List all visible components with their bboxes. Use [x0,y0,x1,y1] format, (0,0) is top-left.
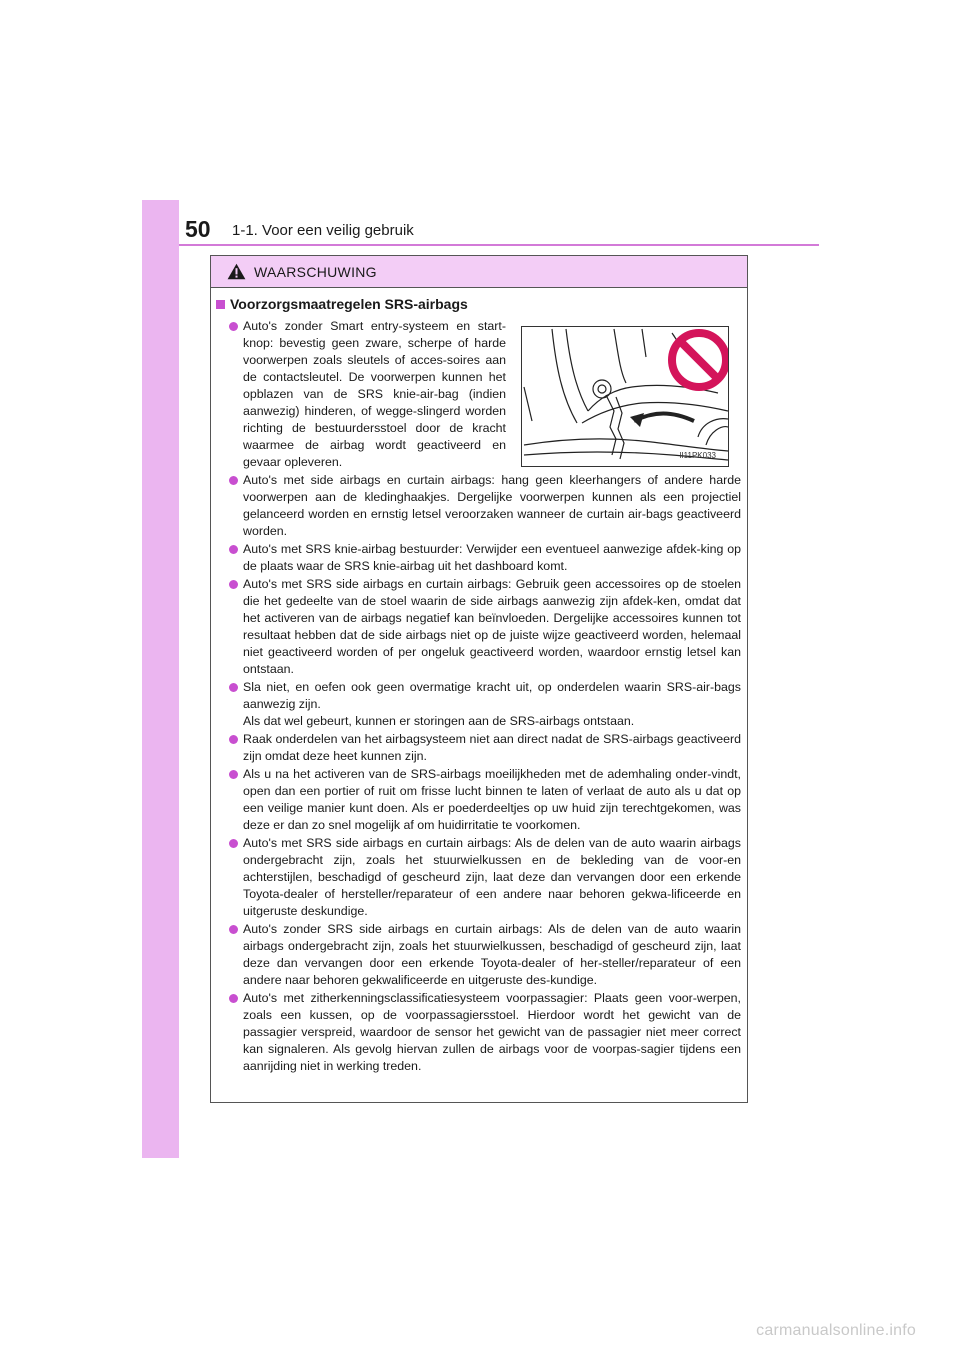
warning-header [211,256,747,288]
warning-title: WAARSCHUWING [254,263,377,280]
list-item-text: Auto's met SRS side airbags en curtain airbags: Gebruik geen accessoires op de stoelen die het gedeelte van de stoel waarin de side airbags aanwezig zijn afdek-ken, omdat dat het activeren van de airbags negatief kan beïnvloeden. Dergelijke accessoires kunnen tot resultaat hebben dat de side airbags niet op de juiste wijze geactiveerd worden, helemaal niet geactiveerd worden of per ongeluk geactiveerd worden, waardoor ernstig letsel kan ontstaan. [243,577,741,676]
bullet-icon [229,770,238,779]
list-item [215,990,741,1075]
section-title: 1-1. Voor een veilig gebruik [232,222,414,239]
warning-box [210,255,748,1103]
bullet-icon [229,322,238,331]
key-illustration [521,326,729,467]
square-bullet-icon [216,300,225,309]
list-item [215,318,506,471]
list-item [215,766,741,834]
illustration-code: II11PK033 [679,451,716,460]
bullet-icon [229,545,238,554]
page-number: 50 [185,216,211,242]
subheading-text: Voorzorgsmaatregelen SRS-airbags [230,296,468,312]
list-item [215,921,741,989]
list-item-text: Auto's zonder Smart entry-systeem en start-knop: bevestig geen zware, scherpe of harde voorwerpen zoals sleutels of acces-soires aan de contactsleutel. De voorwerpen kunnen het opblazen van de SRS knie-air-bag (indien aanwezig) hinderen, of wegge-slingerd worden richting de bestuurdersstoel door de kracht waarmee de airbag wordt geactiveerd en gevaar opleveren. [243,319,506,469]
list-item [215,679,741,730]
list-item [215,472,741,540]
bullet-icon [229,580,238,589]
list-item-text: Raak onderdelen van het airbagsysteem niet aan direct nadat de SRS-airbags geactiveerd zijn omdat deze heet kunnen zijn. [243,732,741,763]
first-item-row [215,318,741,472]
key-ignition-drawing [522,327,728,466]
list-item-text: Auto's met SRS knie-airbag bestuurder: Verwijder een eventueel aanwezige afdek-king op de plaats waar de SRS knie-airbag uit het dashboard komt. [243,542,741,573]
warning-triangle-icon [227,263,246,280]
list-item-text: Auto's met side airbags en curtain airbags: hang geen kleerhangers of andere harde voorwerpen aan de kledinghaakjes. Dergelijke voorwerpen kunnen als een projectiel gelanceerd worden en ernstig letsel veroorzaken wanneer de curtain air-bags geactiveerd worden. [243,473,741,538]
bullet-icon [229,994,238,1003]
list-item-text: Als u na het activeren van de SRS-airbags moeilijkheden met de ademhaling onder-vindt, open dan een portier of ruit om frisse lucht binnen te laten of verlaat de auto als u dat op een veilige manier kunt doen. Als er poederdeeltjes op uw huid zijn terechtgekomen, was deze er dan zo snel mogelijk af om huidirritatie te voorkomen. [243,767,741,832]
bullet-icon [229,683,238,692]
list-item-text: Auto's met zitherkenningsclassificatiesysteem voorpassagier: Plaats geen voor-werpen, zoals een kussen, op de voorpassagiersstoel. Hierdoor wordt het gewicht van de passagier verspreid, waardoor de sensor het gewicht van de passagier niet meer correct kan signaleren. Als gevolg hiervan zullen de airbags voor de voorpas-sagier tijdens een aanrijding niet in werking treden. [243,991,741,1073]
bullet-icon [229,476,238,485]
list-item [215,731,741,765]
list-item-text: Sla niet, en oefen ook geen overmatige kracht uit, op onderdelen waarin SRS-air-bags aanwezig zijn. [243,680,741,711]
bullet-icon [229,925,238,934]
list-item-text: Auto's met SRS side airbags en curtain airbags: Als de delen van de auto waarin airbags ondergebracht zijn, zoals het stuurwielkussen en de bekleding van de voor-en achterstijlen, beschadigd of gescheurd zijn, laat deze dan vervangen door een erkende Toyota-dealer of hersteller/reparateur of een andere naar behoren gekwa-lificeerde en uitgeruste deskundige. [243,836,741,918]
subheading [215,296,741,312]
side-tab [142,200,179,1158]
bullet-icon [229,735,238,744]
warning-body [211,288,747,1075]
header-rule [179,244,819,246]
list-item [215,541,741,575]
list-item [215,835,741,920]
list-item [215,576,741,678]
watermark: carmanualsonline.info [756,1322,916,1339]
list-item-text: Auto's zonder SRS side airbags en curtain airbags: Als de delen van de auto waarin airbags ondergebracht zijn, zoals het stuurwielkussen, beschadigd of gescheurd zijn, laat deze dan vervangen door een erkende Toyota-dealer of her-steller/reparateur of een andere naar behoren gekwalificeerde en uitgeruste des-kundige. [243,922,741,987]
list-item-followup: Als dat wel gebeurt, kunnen er storingen aan de SRS-airbags ontstaan. [243,714,635,728]
bullet-icon [229,839,238,848]
